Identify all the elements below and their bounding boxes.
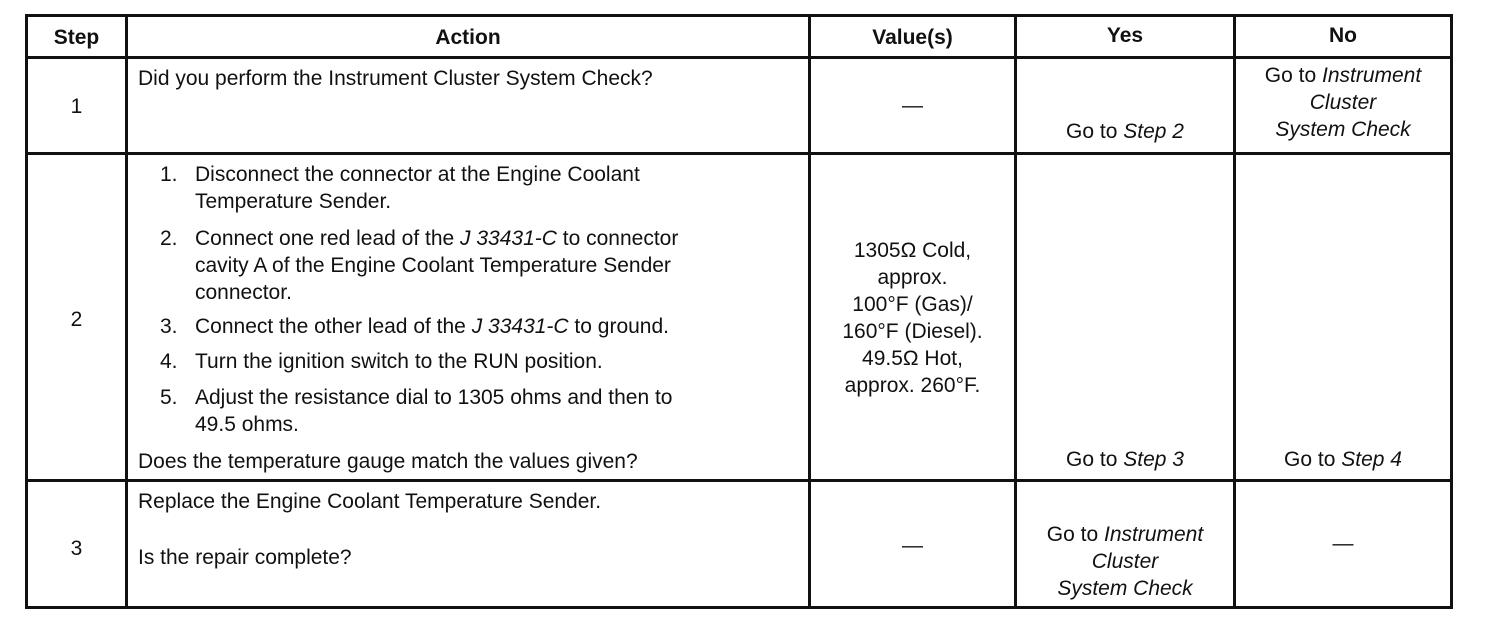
row-divider-2 [25, 479, 1453, 482]
yes-ref-line3: System Check [1057, 577, 1193, 600]
substep-text: connector. [195, 281, 292, 304]
value-dash: — [902, 94, 923, 117]
substep-number: 3. [160, 315, 178, 338]
substep-text: to ground. [568, 315, 669, 338]
col-divider-step [125, 14, 128, 609]
value-dash: — [902, 534, 923, 557]
header-action: Action [435, 26, 501, 49]
row-divider-header [25, 56, 1453, 59]
header-no: No [1329, 24, 1357, 47]
header-values: Value(s) [872, 26, 953, 49]
no-ref: Step 4 [1341, 448, 1402, 471]
substep-number: 4. [160, 350, 178, 373]
substep-text: to connector [556, 227, 679, 250]
no-link[interactable] [1236, 62, 1450, 143]
action-question: Is the repair complete? [138, 546, 352, 569]
substep-text: 49.5 ohms. [195, 413, 299, 436]
yes-ref: Step 2 [1123, 120, 1184, 143]
substep-text: Disconnect the connector at the Engine Coolant [195, 163, 640, 186]
substep-text: Connect one red lead of the [195, 227, 461, 250]
action-question: Does the temperature gauge match the values given? [138, 450, 638, 473]
action-question: Did you perform the Instrument Cluster System Check? [138, 67, 653, 90]
no-prefix: Go to [1264, 64, 1322, 87]
yes-ref-line1: Instrument [1103, 523, 1204, 546]
action-text: Replace the Engine Coolant Temperature Sender. [138, 490, 602, 513]
header-step: Step [53, 26, 100, 49]
row-divider-1 [25, 152, 1453, 155]
step-number: 3 [70, 537, 83, 560]
value-line: 1305Ω Cold, [853, 239, 972, 262]
yes-prefix: Go to [1066, 120, 1124, 143]
value-text [811, 237, 1014, 399]
yes-link[interactable] [1017, 521, 1233, 602]
value-line: 100°F (Gas)/ [852, 293, 973, 316]
table-border-right [1450, 14, 1453, 609]
no-ref-line2: Cluster [1309, 91, 1377, 114]
substep-number: 5. [160, 386, 178, 409]
yes-prefix: Go to [1046, 523, 1104, 546]
tool-ref: J 33431-C [471, 315, 569, 338]
value-line: approx. [877, 266, 948, 289]
yes-prefix: Go to [1066, 448, 1124, 471]
value-line: 160°F (Diesel). [842, 320, 983, 343]
no-prefix: Go to [1284, 448, 1342, 471]
yes-link[interactable] [1017, 446, 1233, 473]
yes-ref: Step 3 [1123, 448, 1184, 471]
table-border-top [25, 14, 1453, 17]
table-border-bottom [25, 606, 1453, 609]
yes-ref-line2: Cluster [1091, 550, 1159, 573]
no-dash: — [1332, 532, 1354, 555]
header-yes: Yes [1106, 24, 1144, 47]
yes-link[interactable] [1017, 118, 1233, 145]
step-number: 1 [70, 95, 83, 118]
step-number: 2 [70, 308, 83, 331]
substep-text: Turn the ignition switch to the RUN position. [195, 350, 603, 373]
no-link[interactable] [1236, 446, 1450, 473]
substep-text: Adjust the resistance dial to 1305 ohms and then to [195, 386, 673, 409]
value-line: 49.5Ω Hot, [862, 347, 963, 370]
substep-text: cavity A of the Engine Coolant Temperature Sender [195, 254, 671, 277]
substep-number: 2. [160, 227, 178, 250]
col-divider-values [1014, 14, 1017, 609]
substep-text: Temperature Sender. [195, 190, 392, 213]
value-line: approx. 260°F. [844, 374, 981, 397]
substep-number: 1. [160, 163, 178, 186]
no-ref-line1: Instrument [1321, 64, 1422, 87]
substep-text: Connect the other lead of the [195, 315, 472, 338]
tool-ref: J 33431-C [460, 227, 557, 250]
no-ref-line3: System Check [1275, 118, 1411, 141]
